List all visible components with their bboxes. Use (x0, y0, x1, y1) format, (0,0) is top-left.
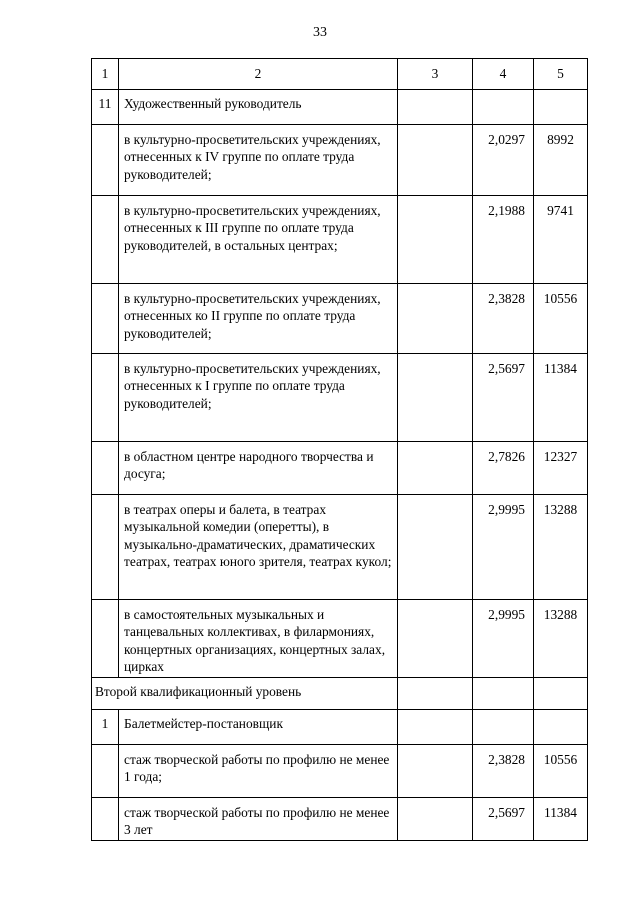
coefficient-cell: 2,5697 (473, 798, 534, 841)
row-description: в культурно-просветительских учреждениях, отнесенных к I группе по оплате труда руководителей; (119, 354, 398, 442)
coefficient-cell: 2,0297 (473, 125, 534, 196)
row-description: стаж творческой работы по профилю не менее 3 лет (119, 798, 398, 841)
row-description: в культурно-просветительских учреждениях, отнесенных к IV группе по оплате труда руководителей; (119, 125, 398, 196)
position-number: 1 (92, 710, 119, 745)
coefficient-cell: 2,7826 (473, 442, 534, 495)
section-row (92, 678, 588, 710)
salary-cell: 11384 (534, 354, 588, 442)
header-cell: 3 (398, 59, 473, 90)
position-title: Художественный руководитель (119, 90, 398, 125)
position-number: 11 (92, 90, 119, 125)
section-title: Второй квалификационный уровень (92, 678, 398, 710)
table-header-row (92, 59, 588, 90)
table-row (92, 284, 588, 354)
row-description: стаж творческой работы по профилю не менее 1 года; (119, 745, 398, 798)
table-row (92, 442, 588, 495)
row-description: в культурно-просветительских учреждениях, отнесенных ко II группе по оплате труда руководителей; (119, 284, 398, 354)
coefficient-cell: 2,9995 (473, 600, 534, 678)
table-row (92, 354, 588, 442)
salary-cell: 8992 (534, 125, 588, 196)
table-row (92, 495, 588, 600)
position-title: Балетмейстер-постановщик (119, 710, 398, 745)
table-row (92, 125, 588, 196)
coefficient-cell: 2,9995 (473, 495, 534, 600)
row-description: в областном центре народного творчества и досуга; (119, 442, 398, 495)
salary-table (91, 58, 588, 841)
header-cell: 2 (119, 59, 398, 90)
coefficient-cell: 2,3828 (473, 745, 534, 798)
salary-cell: 11384 (534, 798, 588, 841)
salary-cell: 13288 (534, 495, 588, 600)
coefficient-cell: 2,1988 (473, 196, 534, 284)
salary-cell: 12327 (534, 442, 588, 495)
position-title-row (92, 710, 588, 745)
coefficient-cell: 2,5697 (473, 354, 534, 442)
row-description: в театрах оперы и балета, в театрах музыкальной комедии (оперетты), в музыкально-драматических, драматических театрах, театрах юного зрителя, театрах кукол; (119, 495, 398, 600)
table-row (92, 196, 588, 284)
header-cell: 4 (473, 59, 534, 90)
table-row (92, 798, 588, 841)
salary-cell: 10556 (534, 284, 588, 354)
row-description: в культурно-просветительских учреждениях, отнесенных к III группе по оплате труда руководителей, в остальных центрах; (119, 196, 398, 284)
header-cell: 5 (534, 59, 588, 90)
header-cell: 1 (92, 59, 119, 90)
page-number: 33 (313, 25, 327, 40)
position-title-row (92, 90, 588, 125)
row-description: в самостоятельных музыкальных и танцевальных коллективах, в филармониях, концертных организациях, концертных залах, цирках (119, 600, 398, 678)
table-row (92, 745, 588, 798)
coefficient-cell: 2,3828 (473, 284, 534, 354)
table-row (92, 600, 588, 678)
salary-cell: 10556 (534, 745, 588, 798)
salary-cell: 9741 (534, 196, 588, 284)
salary-cell: 13288 (534, 600, 588, 678)
